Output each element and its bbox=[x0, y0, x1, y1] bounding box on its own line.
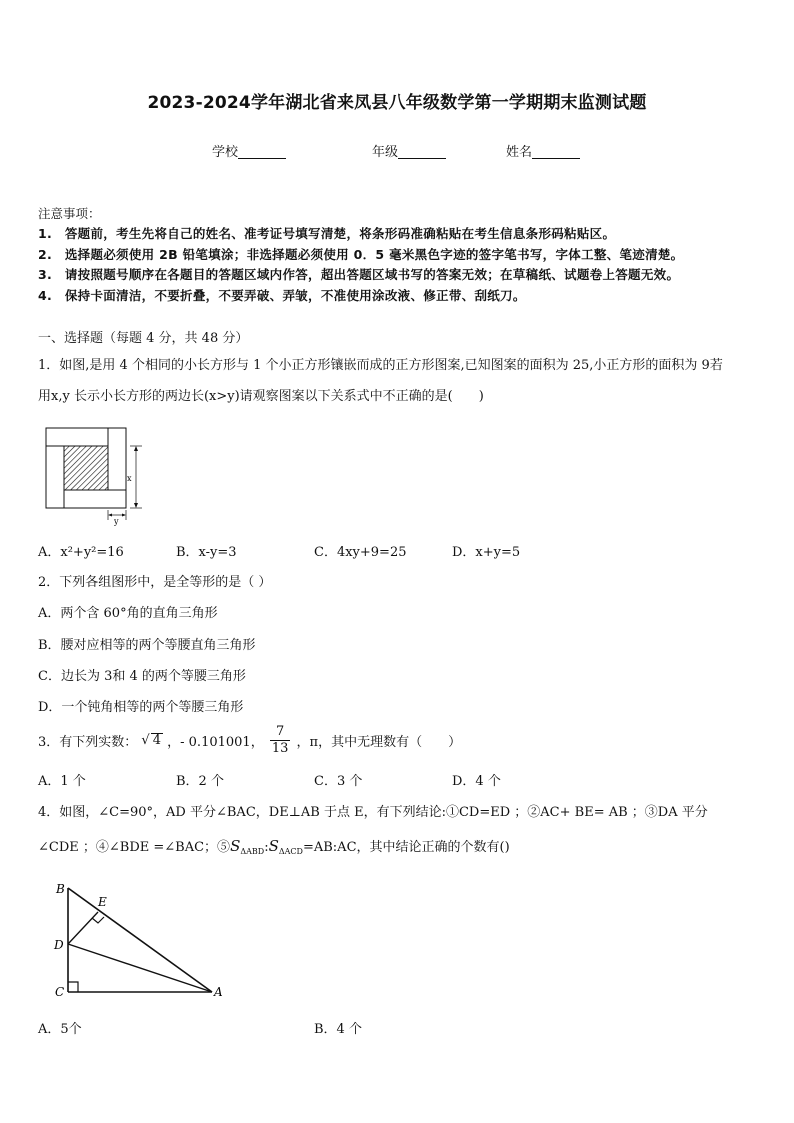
q4-colon: : bbox=[264, 840, 269, 855]
page-title: 2023-2024学年湖北省来凤县八年级数学第一学期期末监测试题 bbox=[147, 93, 647, 113]
q1-stem-line2: 用x,y 长示小长方形的两边长(x>y)请观察图案以下关系式中不正确的是( ) bbox=[38, 389, 484, 404]
q4-option-b: B．4 个 bbox=[314, 1022, 362, 1037]
grade-label: 年级 bbox=[372, 145, 399, 160]
q3-option-c: C．3 个 bbox=[314, 774, 363, 789]
right-angle-e bbox=[92, 917, 104, 923]
segment-ad bbox=[68, 944, 212, 992]
name-field bbox=[506, 141, 580, 160]
label-c: C bbox=[55, 985, 65, 999]
name-blank bbox=[532, 144, 580, 159]
q3-fraction bbox=[270, 724, 291, 757]
school-label: 学校 bbox=[212, 145, 239, 160]
note-item: 3. 请按照题号顺序在各题目的答题区域内作答，超出答题区域书写的答案无效；在草稿纸、试题卷上答题无效。 bbox=[38, 267, 680, 282]
q3-suffix: ，π，其中无理数有（ ） bbox=[296, 735, 462, 750]
q2-option-a: A．两个含 60°角的直角三角形 bbox=[38, 606, 218, 621]
q3-stem bbox=[38, 724, 461, 757]
q4-line2-b: =AB:AC，其中结论正确的个数有() bbox=[302, 840, 510, 855]
rect-left bbox=[46, 446, 64, 508]
q4-stem-line2 bbox=[38, 836, 510, 856]
rect-right bbox=[108, 428, 126, 490]
rect-bottom bbox=[64, 490, 126, 508]
grade-field bbox=[372, 141, 446, 160]
q1-stem-line1: 1．如图,是用 4 个相同的小长方形与 1 个小正方形镶嵌而成的正方形图案,已知图案的面积为 25,小正方形的面积为 9若 bbox=[38, 358, 723, 373]
name-label: 姓名 bbox=[506, 145, 533, 160]
q4-line2-a: ∠CDE ；④∠BDE =∠BAC；⑤ bbox=[38, 840, 231, 855]
q3-frac-num: 7 bbox=[270, 724, 291, 741]
grade-blank bbox=[398, 144, 446, 159]
q2-option-d: D．一个钝角相等的两个等腰三角形 bbox=[38, 700, 244, 715]
q1-option-b: B．x-y=3 bbox=[176, 545, 237, 560]
segment-de bbox=[68, 912, 98, 944]
q3-mid: ，- 0.101001， bbox=[167, 735, 264, 750]
q4-figure bbox=[50, 878, 230, 1002]
q3-option-a: A．1 个 bbox=[38, 774, 86, 789]
fig-x-label: x bbox=[127, 474, 132, 483]
q3-frac-den: 13 bbox=[271, 741, 289, 756]
q3-sqrt-arg: 4 bbox=[152, 733, 161, 748]
q3-sqrt: √ 4 bbox=[141, 733, 161, 748]
right-angle-c bbox=[68, 982, 78, 992]
q3-option-b: B．2 个 bbox=[176, 774, 224, 789]
label-e: E bbox=[98, 895, 107, 909]
q3-option-d: D．4 个 bbox=[452, 774, 501, 789]
hatched-square bbox=[64, 446, 108, 490]
school-blank bbox=[238, 144, 286, 159]
note-item: 2. 选择题必须使用 2B 铅笔填涂；非选择题必须使用 0．5 毫米黑色字迹的签字笔书写，字体工整、笔迹清楚。 bbox=[38, 247, 684, 262]
q4-s-symbol-2: S bbox=[268, 837, 279, 855]
label-b: B bbox=[56, 882, 65, 896]
school-field bbox=[212, 141, 286, 160]
q1-option-d: D．x+y=5 bbox=[452, 545, 521, 560]
q4-option-a: A．5个 bbox=[38, 1022, 82, 1037]
q1-option-a: A．x²+y²=16 bbox=[38, 545, 124, 560]
q2-option-b: B．腰对应相等的两个等腰直角三角形 bbox=[38, 638, 256, 653]
q1-option-c: C．4xy+9=25 bbox=[314, 545, 407, 560]
q3-prefix: 3．有下列实数： bbox=[38, 735, 138, 750]
note-item: 4. 保持卡面清洁，不要折叠，不要弄破、弄皱，不准使用涂改液、修正带、刮纸刀。 bbox=[38, 288, 526, 303]
q1-figure bbox=[40, 424, 150, 526]
q2-option-c: C．边长为 3和 4 的两个等腰三角形 bbox=[38, 669, 246, 684]
q4-sub-acd: ΔACD bbox=[278, 847, 303, 856]
label-d: D bbox=[54, 938, 64, 952]
notes-heading: 注意事项： bbox=[38, 206, 101, 221]
note-item: 1. 答题前，考生先将自己的姓名、准考证号填写清楚，将条形码准确粘贴在考生信息条形码粘贴区。 bbox=[38, 226, 616, 241]
q4-stem-line1: 4．如图，∠C=90°，AD 平分∠BAC，DE⊥AB 于点 E，有下列结论:①CD=ED ；②AC+ BE= AB ；③DA 平分 bbox=[38, 805, 708, 820]
q4-s-symbol: S bbox=[230, 837, 241, 855]
q4-sub-abd: ΔABD bbox=[240, 847, 265, 856]
rect-top bbox=[46, 428, 108, 446]
fig-y-label: y bbox=[114, 517, 119, 526]
label-a: A bbox=[214, 985, 223, 999]
q2-stem: 2．下列各组图形中，是全等形的是（ ） bbox=[38, 575, 272, 590]
side-ab bbox=[68, 888, 212, 992]
section-heading: 一、选择题（每题 4 分，共 48 分） bbox=[38, 331, 249, 346]
